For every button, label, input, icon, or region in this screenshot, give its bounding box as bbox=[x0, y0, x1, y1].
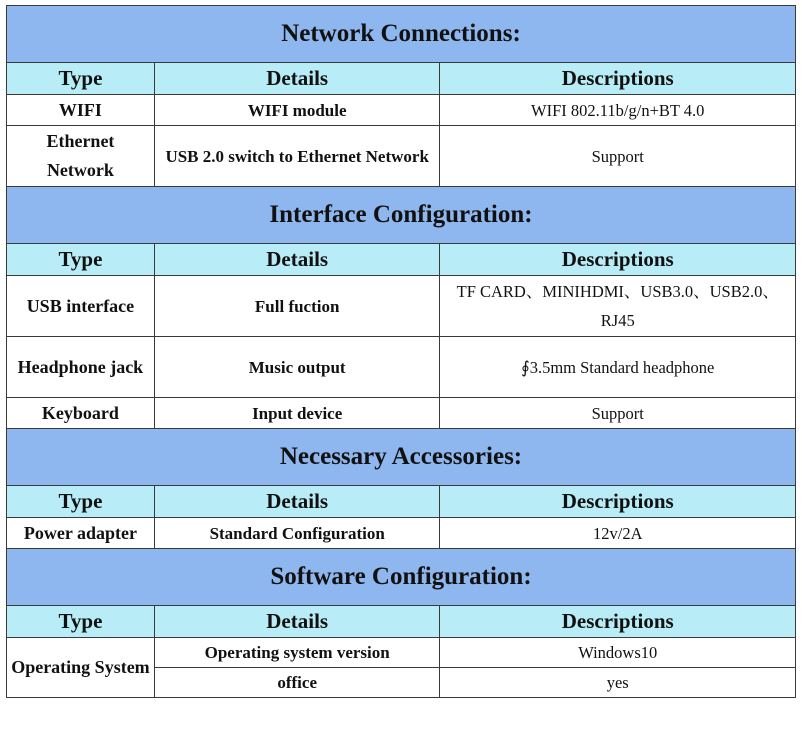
type-cell: Headphone jack bbox=[7, 337, 155, 398]
section-header-software bbox=[7, 549, 796, 606]
details-cell: Full fuction bbox=[154, 276, 440, 337]
details-cell: USB 2.0 switch to Ethernet Network bbox=[154, 126, 440, 187]
column-header-details: Details bbox=[154, 606, 440, 638]
type-cell: Power adapter bbox=[7, 518, 155, 549]
column-header-descriptions: Descriptions bbox=[440, 63, 796, 95]
descriptions-cell: Windows10 bbox=[440, 638, 796, 668]
table-row bbox=[7, 398, 796, 429]
type-cell: Operating System bbox=[7, 638, 155, 698]
column-header-type: Type bbox=[7, 486, 155, 518]
section-title: Network Connections: bbox=[7, 6, 796, 63]
spec-table bbox=[6, 5, 796, 698]
column-header-details: Details bbox=[154, 486, 440, 518]
table-row bbox=[7, 126, 796, 187]
table-row bbox=[7, 638, 796, 668]
table-row bbox=[7, 337, 796, 398]
descriptions-cell: 12v/2A bbox=[440, 518, 796, 549]
descriptions-cell: WIFI 802.11b/g/n+BT 4.0 bbox=[440, 95, 796, 126]
column-header-details: Details bbox=[154, 244, 440, 276]
column-header-descriptions: Descriptions bbox=[440, 606, 796, 638]
type-cell: USB interface bbox=[7, 276, 155, 337]
type-cell: Keyboard bbox=[7, 398, 155, 429]
table-row bbox=[7, 518, 796, 549]
descriptions-cell: TF CARD、MINIHDMI、USB3.0、USB2.0、RJ45 bbox=[440, 276, 796, 337]
section-title: Software Configuration: bbox=[7, 549, 796, 606]
details-cell: Input device bbox=[154, 398, 440, 429]
column-header-row bbox=[7, 606, 796, 638]
column-header-row bbox=[7, 63, 796, 95]
descriptions-cell: yes bbox=[440, 668, 796, 698]
details-cell: Music output bbox=[154, 337, 440, 398]
column-header-details: Details bbox=[154, 63, 440, 95]
details-cell: WIFI module bbox=[154, 95, 440, 126]
section-title: Interface Configuration: bbox=[7, 187, 796, 244]
section-header-network bbox=[7, 6, 796, 63]
column-header-row bbox=[7, 486, 796, 518]
column-header-descriptions: Descriptions bbox=[440, 244, 796, 276]
section-title: Necessary Accessories: bbox=[7, 429, 796, 486]
details-cell: Operating system version bbox=[154, 638, 440, 668]
column-header-type: Type bbox=[7, 244, 155, 276]
type-cell: WIFI bbox=[7, 95, 155, 126]
section-header-accessories bbox=[7, 429, 796, 486]
type-cell: Ethernet Network bbox=[7, 126, 155, 187]
column-header-type: Type bbox=[7, 63, 155, 95]
details-cell: Standard Configuration bbox=[154, 518, 440, 549]
column-header-row bbox=[7, 244, 796, 276]
table-row bbox=[7, 276, 796, 337]
column-header-descriptions: Descriptions bbox=[440, 486, 796, 518]
section-header-interface bbox=[7, 187, 796, 244]
descriptions-cell: Support bbox=[440, 126, 796, 187]
column-header-type: Type bbox=[7, 606, 155, 638]
table-row bbox=[7, 95, 796, 126]
descriptions-cell: Support bbox=[440, 398, 796, 429]
descriptions-cell: ∮3.5mm Standard headphone bbox=[440, 337, 796, 398]
details-cell: office bbox=[154, 668, 440, 698]
